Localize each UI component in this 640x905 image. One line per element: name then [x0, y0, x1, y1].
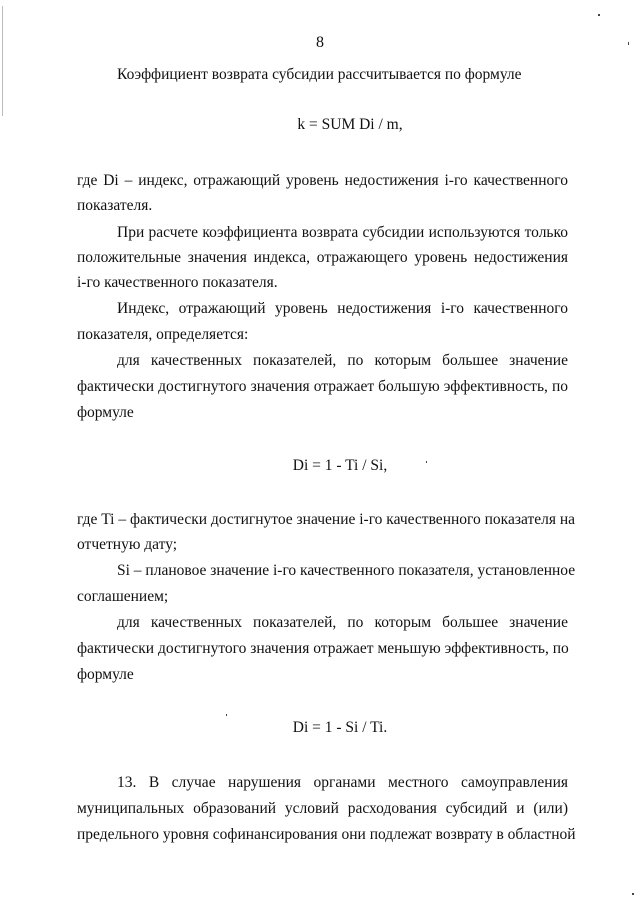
text-line: соглашением;: [77, 588, 169, 605]
text-line: i-го качественного показателя.: [77, 274, 278, 291]
text-line: фактически достигнутого значения отражает меньшую эффективность, по: [77, 640, 569, 657]
text-line: показателя.: [77, 197, 153, 214]
formula-k: k = SUM Di / m,: [297, 116, 403, 133]
text-line: где Ti – фактически достигнутое значение i-го качественного показателя на: [77, 511, 576, 528]
formula-di-2: Di = 1 - Si / Ti.: [292, 719, 388, 736]
text-line-formula-intro: Коэффициент возврата субсидии рассчитывается по формуле: [117, 66, 522, 83]
text-line: показателя, определяется:: [77, 326, 249, 343]
scan-speck: [598, 14, 600, 16]
text-line: предельного уровня софинансирования они подлежат возврату в областной: [77, 826, 576, 843]
text-line: для качественных показателей, по которым большее значение: [117, 352, 568, 369]
text-line: При расчете коэффициента возврата субсидии используются только: [117, 224, 568, 241]
text-line: формуле: [77, 404, 134, 421]
formula-di-1: Di = 1 - Ti / Si,: [292, 457, 388, 474]
scan-speck: [226, 714, 227, 716]
text-line: муниципальных образований условий расходования субсидий и (или): [77, 800, 568, 817]
text-line: фактически достигнутого значения отражает большую эффективность, по: [77, 378, 568, 395]
text-line: отчетную дату;: [77, 536, 178, 553]
text-line: для качественных показателей, по которым большее значение: [117, 614, 568, 631]
scan-speck: [628, 42, 629, 45]
text-line: Индекс, отражающий уровень недостижения i-го качественного: [117, 300, 568, 317]
text-line: положительные значения индекса, отражающего уровень недостижения: [77, 249, 568, 266]
text-line: 13. В случае нарушения органами местного самоуправления: [117, 774, 568, 791]
page-number: 8: [316, 34, 324, 51]
scan-speck: [632, 893, 634, 895]
text-line: где Di – индекс, отражающий уровень недостижения i-го качественного: [77, 172, 568, 189]
text-line: формуле: [77, 666, 134, 683]
scan-speck: [426, 461, 427, 463]
text-line: Si – плановое значение i-го качественного показателя, установленное: [117, 562, 576, 579]
scan-edge-mark: [2, 6, 3, 116]
